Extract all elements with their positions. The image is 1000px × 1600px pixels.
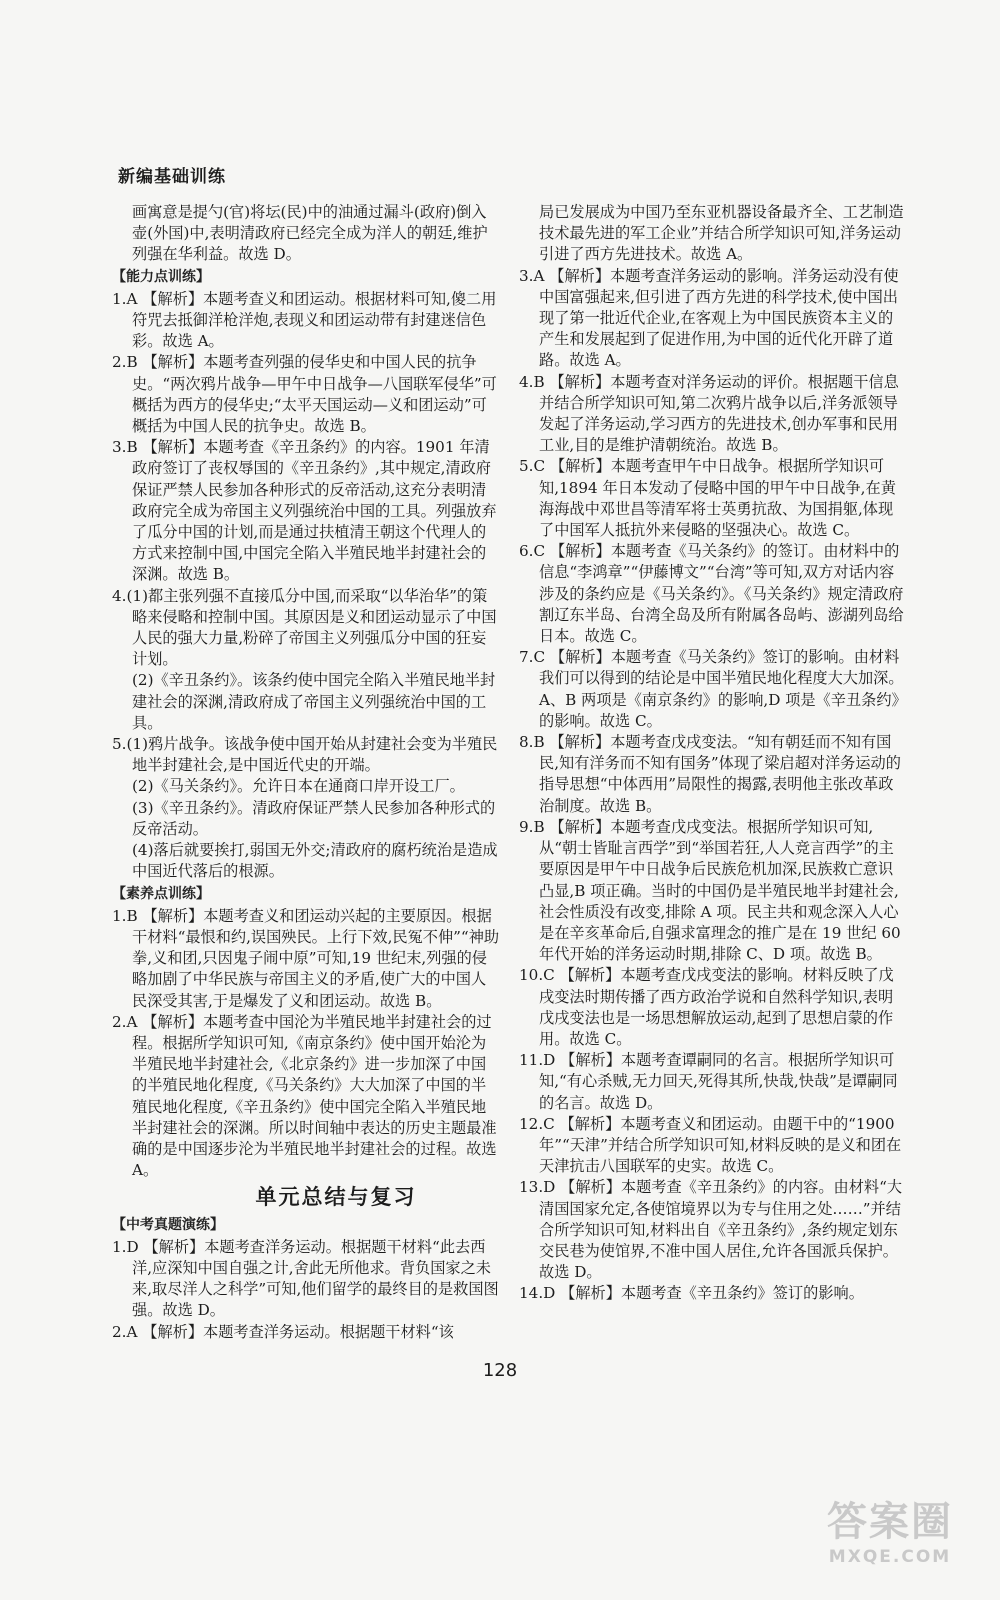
answer-item: 14.D 【解析】本题考查《辛丑条约》签订的影响。 xyxy=(519,1284,864,1303)
answer-item: 8.B 【解析】本题考查戊戌变法。“知有朝廷而不知有国民,知有洋务而不知有国务”体现了梁启超对洋务运动的指导思想“中体西用”局限性的揭露,表明他主张改革政治制度。故选 B。 xyxy=(519,733,901,815)
site-watermark-logo xyxy=(800,1490,980,1567)
answer-subitem: (3)《辛丑条约》。清政府保证严禁人民参加各种形式的反帝活动。 xyxy=(132,798,496,838)
answer-item: 1.D 【解析】本题考查洋务运动。根据题干材料“此去西洋,应深知中国自强之计,舍此无所他求。背负国家之未来,取尽洋人之科学”可知,他们留学的最终目的是救国图强。故选 D。 xyxy=(112,1237,499,1320)
answer-item: 13.D 【解析】本题考查《辛丑条约》的内容。由材料“大清国国家允定,各使馆境界以为专与住用之处……”并结合所学知识可知,材料出自《辛丑条约》,条约规定划东交民巷为使馆界,不准中国人居住,允许各国派兵保护。故选 D。 xyxy=(519,1178,903,1282)
answer-item: 6.C 【解析】本题考查《马关条约》的签订。由材料中的信息“李鸿章”“伊藤博文”“台湾”等可知,双方对话内容涉及的条约应是《马关条约》。《马关条约》规定清政府割辽东半岛、台湾全岛及所有附属各岛屿、澎湖列岛给日本。故选 C。 xyxy=(519,542,904,646)
answer-continuation: 局已发展成为中国乃至东亚机器设备最齐全、工艺制造技术最先进的军工企业”并结合所学知识可知,洋务运动引进了西方先进技术。故选 A。 xyxy=(539,203,904,264)
section-heading-ability: 【能力点训练】 xyxy=(112,268,210,285)
book-header-title: 新编基础训练 xyxy=(118,167,226,187)
answer-item: 3.A 【解析】本题考查洋务运动的影响。洋务运动没有使中国富强起来,但引进了西方先进的科学技术,使中国出现了第一批近代企业,在客观上为中国民族资本主义的产生和发展起到了促进作用,为中国的近代化开辟了道路。故选 A。 xyxy=(519,266,899,370)
answer-item: 2.B 【解析】本题考查列强的侵华史和中国人民的抗争史。“两次鸦片战争—甲午中日战争—八国联军侵华”可概括为西方的侵华史;“太平天国运动—义和团运动”可概括为中国人民的抗争史。故选 B。 xyxy=(112,353,497,436)
answer-item: 1.A 【解析】本题考查义和团运动。根据材料可知,傻二用符咒去抵御洋枪洋炮,表现义和团运动带有封建迷信色彩。故选 A。 xyxy=(112,289,497,351)
answer-item: 5.(1)鸦片战争。该战争使中国开始从封建社会变为半殖民地半封建社会,是中国近代史的开端。 xyxy=(112,735,498,775)
right-column xyxy=(519,202,907,1305)
answer-item: 4.(1)都主张列强不直接瓜分中国,而采取“以华治华”的策略来侵略和控制中国。其原因是义和团运动显示了中国人民的强大力量,粉碎了帝国主义列强瓜分中国的狂妄计划。 xyxy=(112,586,497,669)
section-heading-exam: 【中考真题演练】 xyxy=(112,1216,224,1233)
unit-review-title: 单元总结与复习 xyxy=(255,1185,417,1210)
answer-subitem: (2)《辛丑条约》。该条约使中国完全陷入半殖民地半封建社会的深渊,清政府成了帝国主义列强统治中国的工具。 xyxy=(132,671,496,732)
answer-item: 9.B 【解析】本题考查戊戌变法。根据所学知识可知,从“朝士皆耻言西学”到“举国若狂,人人竞言西学”的主要原因是甲午中日战争后民族危机加深,民族救亡意识凸显,B 项正确。当时的中国仍是半殖民地半封建社会,社会性质没有改变,排除 A 项。民主共和观念深入人心是在辛亥革命后,自强求富理念的推广是在 19 世纪 60 年代开始的洋务运动时期,排除 C、D 项。故选 B。 xyxy=(519,817,901,964)
answer-subitem: (4)落后就要挨打,弱国无外交;清政府的腐朽统治是造成中国近代落后的根源。 xyxy=(132,841,498,881)
answer-item: 5.C 【解析】本题考查甲午中日战争。根据所学知识可知,1894 年日本发动了侵略中国的甲午中日战争,在黄海海战中邓世昌等清军将士英勇抗敌、为国捐躯,体现了中国军人抵抗外来侵略的坚强决心。故选 C。 xyxy=(519,457,896,540)
answer-item: 7.C 【解析】本题考查《马关条约》签订的影响。由材料我们可以得到的结论是中国半殖民地化程度大大加深。A、B 两项是《南京条约》的影响,D 项是《辛丑条约》的影响。故选 C。 xyxy=(519,648,907,730)
answer-item: 10.C 【解析】本题考查戊戌变法的影响。材料反映了戊戌变法时期传播了西方政治学说和自然科学知识,表明戊戌变法也是一场思想解放运动,起到了思想启蒙的作用。故选 C。 xyxy=(519,966,894,1048)
page-number: 128 xyxy=(482,1360,518,1381)
answer-item: 3.B 【解析】本题考查《辛丑条约》的内容。1901 年清政府签订了丧权辱国的《辛丑条约》,其中规定,清政府保证严禁人民参加各种形式的反帝活动,这充分表明清政府完全成为帝国主义列强统治中国的工具。列强放弃了瓜分中国的计划,而是通过扶植清王朝这个代理人的方式来控制中国,中国完全陷入半殖民地半封建社会的深渊。故选 B。 xyxy=(112,438,497,584)
answer-item: 4.B 【解析】本题考查对洋务运动的评价。根据题干信息并结合所学知识可知,第二次鸦片战争以后,洋务派领导发起了洋务运动,学习西方的先进技术,创办军事和民用工业,目的是维护清朝统治。故选 B。 xyxy=(519,372,899,455)
answer-subitem: (2)《马关条约》。允许日本在通商口岸开设工厂。 xyxy=(132,777,465,796)
answer-item: 12.C 【解析】本题考查义和团运动。由题干中的“1900 年”“天津”并结合所学知识可知,材料反映的是义和团在天津抗击八国联军的史实。故选 C。 xyxy=(519,1114,902,1176)
watermark-line1: 答案圈 xyxy=(827,1499,953,1545)
answer-item: 2.A 【解析】本题考查中国沦为半殖民地半封建社会的过程。根据所学知识可知,《南京条约》使中国开始沦为半殖民地半封建社会,《北京条约》进一步加深了中国的半殖民地化程度,《马关条约》大大加深了中国的半殖民地化程度,《辛丑条约》使中国完全陷入半殖民地半封建社会的深渊。所以时间轴中表达的历史主题最准确的是中国逐步沦为半殖民地半封建社会的过程。故选 A。 xyxy=(112,1012,497,1180)
section-heading-literacy: 【素养点训练】 xyxy=(112,885,210,902)
answer-item: 1.B 【解析】本题考查义和团运动兴起的主要原因。根据干材料“最恨和约,误国殃民。上行下效,民冤不伸”“神助拳,义和团,只因鬼子闹中原”可知,19 世纪末,列强的侵略加剧了中华民族与帝国主义的矛盾,使广大的中国人民深受其害,于是爆发了义和团运动。故选 B。 xyxy=(112,906,500,1010)
answer-continuation: 画寓意是提勺(官)将坛(民)中的油通过漏斗(政府)倒入壶(外国)中,表明清政府已经完全成为洋人的朝廷,维护列强在华利益。故选 D。 xyxy=(132,203,488,264)
left-column xyxy=(112,202,500,1343)
watermark-line2: MXQE.COM xyxy=(828,1547,952,1567)
answer-item: 11.D 【解析】本题考查谭嗣同的名言。根据所学知识可知,“有心杀贼,无力回天,死得其所,快哉,快哉”是谭嗣同的名言。故选 D。 xyxy=(519,1051,898,1112)
answer-item: 2.A 【解析】本题考查洋务运动。根据题干材料“该 xyxy=(112,1322,454,1341)
